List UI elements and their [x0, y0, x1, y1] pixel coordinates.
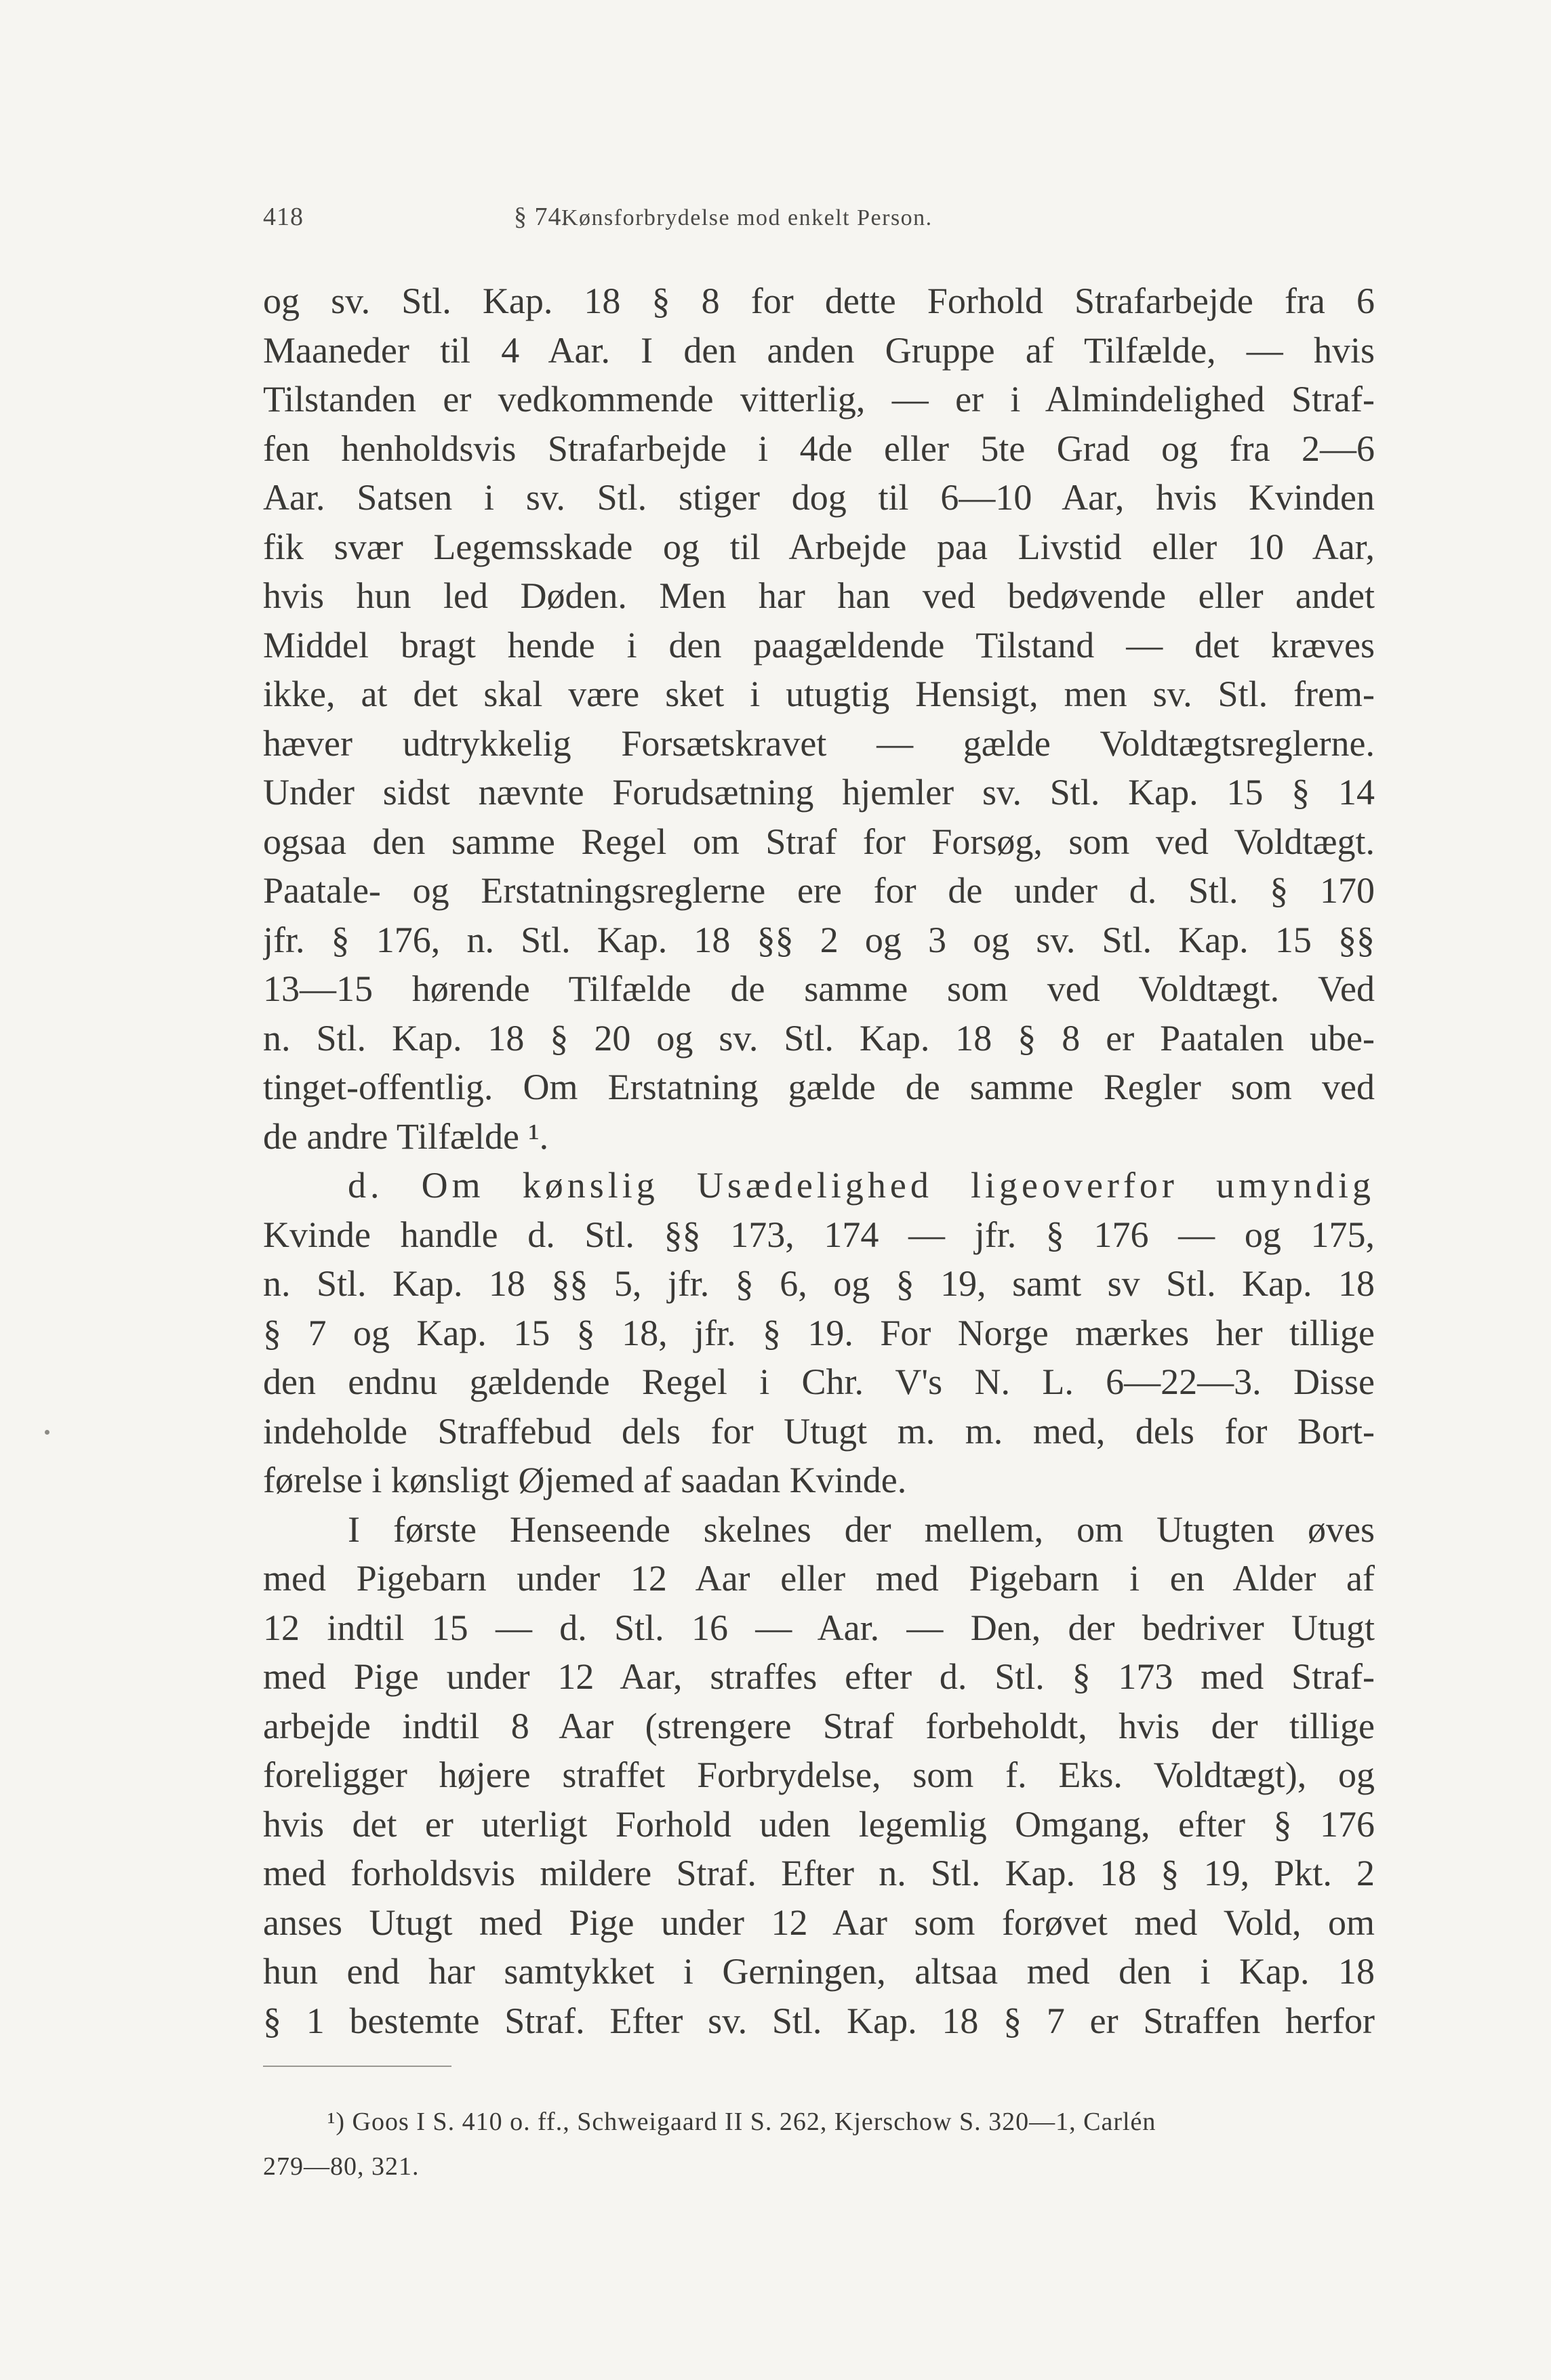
text-line: ogsaa den samme Regel om Straf for Forsøg, som ved Voldtægt. — [263, 821, 1375, 862]
text-line: Middel bragt hende i den paagældende Tilstand — det kræves — [263, 624, 1375, 665]
text-line: ikke, at det skal være sket i utugtig Hensigt, men sv. Stl. frem- — [263, 674, 1375, 714]
section-number: § 74. — [514, 203, 569, 231]
text-line: med Pige under 12 Aar, straffes efter d. Stl. § 173 med Straf- — [263, 1656, 1375, 1697]
paper-speck — [45, 1430, 49, 1435]
text-line: Tilstanden er vedkommende vitterlig, — er i Almindelighed Straf- — [263, 379, 1375, 419]
text-line: § 1 bestemte Straf. Efter sv. Stl. Kap. 18 § 7 er Straffen herfor — [263, 2000, 1375, 2041]
footnote-line: ¹) Goos I S. 410 o. ff., Schweigaard II S. 262, Kjerschow S. 320—1, Carlén — [327, 2108, 1156, 2136]
footnote-divider — [263, 2066, 451, 2067]
text-line: anses Utugt med Pige under 12 Aar som forøvet med Vold, om — [263, 1902, 1375, 1943]
text-line: foreligger højere straffet Forbrydelse, som f. Eks. Voldtægt), og — [263, 1755, 1375, 1795]
text-line: og sv. Stl. Kap. 18 § 8 for dette Forhold Strafarbejde fra 6 — [263, 281, 1375, 321]
text-line: n. Stl. Kap. 18 §§ 5, jfr. § 6, og § 19, samt sv Stl. Kap. 18 — [263, 1263, 1375, 1304]
paragraph-start-line: I første Henseende skelnes der mellem, om Utugten øves — [348, 1509, 1375, 1550]
text-line: indeholde Straffebud dels for Utugt m. m. med, dels for Bort- — [263, 1410, 1375, 1452]
section-heading-line: d. Om kønslig Usædelighed ligeoverfor umyndig — [348, 1165, 1375, 1206]
page-header — [263, 202, 933, 232]
running-title: Kønsforbrydelse mod enkelt Person. — [561, 205, 933, 230]
text-line: Maaneder til 4 Aar. I den anden Gruppe af Tilfælde, — hvis — [263, 329, 1375, 371]
text-line: de andre Tilfælde ¹. — [263, 1115, 549, 1157]
text-line: § 7 og Kap. 15 § 18, jfr. § 19. For Norge mærkes her tillige — [263, 1312, 1375, 1353]
text-line: 13—15 hørende Tilfælde de samme som ved Voldtægt. Ved — [263, 968, 1375, 1009]
text-line: med Pigebarn under 12 Aar eller med Pigebarn i en Alder af — [263, 1558, 1375, 1599]
text-line: hvis det er uterligt Forhold uden legemlig Omgang, efter § 176 — [263, 1803, 1375, 1845]
body-text — [263, 276, 1375, 2045]
text-line: tinget-offentlig. Om Erstatning gælde de samme Regler som ved — [263, 1067, 1375, 1107]
footnote-line: 279—80, 321. — [263, 2152, 420, 2181]
text-line: Kvinde handle d. Stl. §§ 173, 174 — jfr. § 176 — og 175, — [263, 1214, 1375, 1255]
text-line: førelse i kønsligt Øjemed af saadan Kvinde. — [263, 1460, 907, 1500]
text-line: hæver udtrykkelig Forsætskravet — gælde Voldtægtsreglerne. — [263, 722, 1375, 764]
text-line: 12 indtil 15 — d. Stl. 16 — Aar. — Den, der bedriver Utugt — [263, 1607, 1375, 1648]
text-line: jfr. § 176, n. Stl. Kap. 18 §§ 2 og 3 og sv. Stl. Kap. 15 §§ — [263, 919, 1375, 960]
text-line: Aar. Satsen i sv. Stl. stiger dog til 6—10 Aar, hvis Kvinden — [263, 477, 1375, 518]
text-line: fen henholdsvis Strafarbejde i 4de eller 5te Grad og fra 2—6 — [263, 428, 1375, 469]
text-line: hun end har samtykket i Gerningen, altsaa med den i Kap. 18 — [263, 1951, 1375, 1992]
text-line: hvis hun led Døden. Men har han ved bedøvende eller andet — [263, 575, 1375, 616]
text-line: arbejde indtil 8 Aar (strengere Straf forbeholdt, hvis der tillige — [263, 1705, 1375, 1746]
page-number: 418 — [263, 203, 304, 231]
text-line: n. Stl. Kap. 18 § 20 og sv. Stl. Kap. 18 § 8 er Paatalen ube- — [263, 1017, 1375, 1059]
text-line: fik svær Legemsskade og til Arbejde paa Livstid eller 10 Aar, — [263, 526, 1375, 567]
footnote — [263, 2099, 1375, 2189]
text-line: den endnu gældende Regel i Chr. V's N. L. 6—22—3. Disse — [263, 1361, 1375, 1402]
text-line: Paatale- og Erstatningsreglerne ere for de under d. Stl. § 170 — [263, 870, 1375, 911]
text-line: Under sidst nævnte Forudsætning hjemler sv. Stl. Kap. 15 § 14 — [263, 772, 1375, 813]
text-line: med forholdsvis mildere Straf. Efter n. Stl. Kap. 18 § 19, Pkt. 2 — [263, 1853, 1375, 1893]
